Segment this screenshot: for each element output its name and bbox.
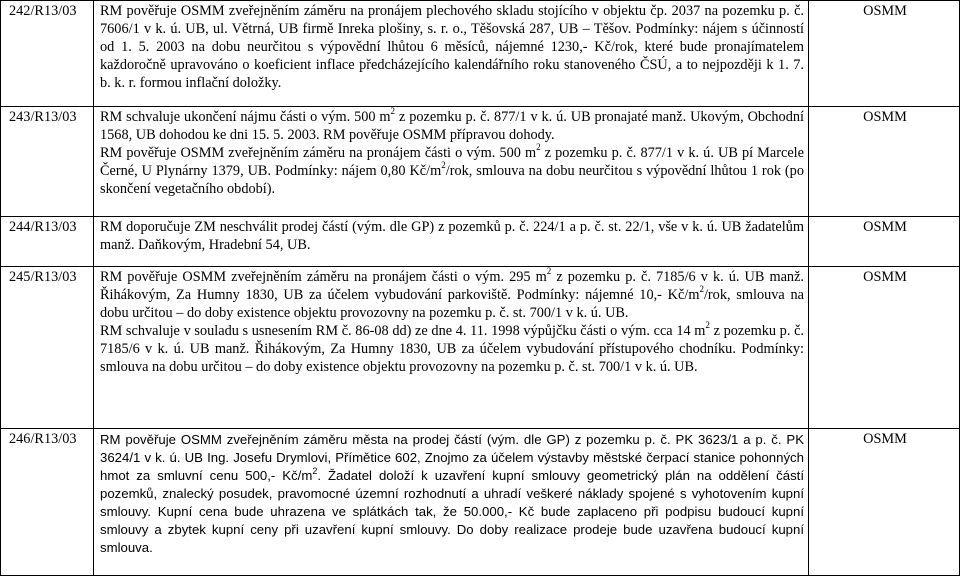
resolution-paragraph: RM pověřuje OSMM zveřejněním záměru na pronájem části o vým. 500 $m^2$ z pozemku p. č. 877/1 v k. ú. UB pí Marcele Černé, U Plynárny 1379, UB. Podmínky: nájem 0,80 $Kč/m^2$/rok, smlouva na dobu neurčitou s výpovědní lhůtou 1 rok (po skončení vegetačního období).	[100, 142, 804, 197]
resolution-number: 246/R13/03	[1, 429, 94, 576]
resolution-paragraph: RM pověřuje OSMM zveřejněním záměru města na prodej částí (vým. dle GP) z pozemku p. č. PK 3623/1 a p. č. PK 3624/1 v k. ú. UB Ing. Josefu Drymlovi, Přímětice 602, Znojmo za účelem výstavby městské čerpací stanice pohonných hmot za smluvní cenu 500,- $Kč/m^2$. Žadatel doloží k uzavření kupní smlouvy geometrický plán na oddělení částí pozemků, znalecký posudek, pravomocné územní rozhodnutí a uhradí veškeré náklady spojené s vyhotovením kupní smlouvy. Kupní cena bude uhrazena ve splátkách tak, že 50.000,- Kč bude zaplaceno při podpisu budoucí kupní smlouvy a zbytek kupní ceny při uzavření kupní smlouvy. Do doby realizace prodeje bude uzavřena budoucí kupní smlouva.	[100, 432, 804, 555]
resolution-text: RM doporučuje ZM neschválit prodej částí (vým. dle GP) z pozemků p. č. 224/1 a p. č. st. 22/1, vše v k. ú. UB žadatelům manž. Daňkovým, Hradební 54, UB.	[94, 217, 809, 267]
resolution-text	[94, 107, 809, 217]
table-row	[1, 107, 960, 217]
table-row	[1, 1, 960, 107]
resolution-number: 242/R13/03	[1, 1, 94, 107]
table-row	[1, 429, 960, 576]
resolution-text	[94, 1, 809, 107]
responsible-department: OSMM	[809, 217, 960, 267]
resolution-paragraph: RM schvaluje v souladu s usnesením RM č. 86-08 dd) ze dne 4. 11. 1998 výpůjčku části o vým. cca 14 $m^2$ z pozemku p. č. 7185/6 v k. ú. UB manž. Řihákovým, Za Humny 1830, UB za účelem vybudování přístupového chodníku. Podmínky: smlouva na dobu určitou – do doby existence objektu provozovny na pozemku p. č. st. 700/1 v k. ú. UB.	[100, 319, 804, 375]
responsible-department: OSMM	[809, 107, 960, 217]
responsible-department: OSMM	[809, 429, 960, 576]
responsible-department: OSMM	[809, 267, 960, 429]
resolution-text	[94, 267, 809, 429]
resolution-paragraph: RM schvaluje ukončení nájmu části o vým. 500 $m^2$ z pozemku p. č. 877/1 v k. ú. UB pronajaté manž. Ukovým, Obchodní 1568, UB dohodou ke dni 15. 5. 2003. RM pověřuje OSMM přípravou dohody.	[100, 106, 804, 143]
responsible-department: OSMM	[809, 1, 960, 107]
resolution-paragraph: RM pověřuje OSMM zveřejněním záměru na pronájem části o vým. 295 $m^2$ z pozemku p. č. 7185/6 v k. ú. UB manž. Řihákovým, Za Humny 1830, UB za účelem vybudování parkoviště. Podmínky: nájemné 10,- $Kč/m^2$/rok, smlouva na dobu určitou – do doby existence objektu provozovny na pozemku p. č. st. 700/1 v k. ú. UB.	[100, 266, 804, 321]
resolution-number: 245/R13/03	[1, 267, 94, 429]
table-row	[1, 217, 960, 267]
resolution-number: 243/R13/03	[1, 107, 94, 217]
resolution-paragraph: RM pověřuje OSMM zveřejněním záměru na pronájem plechového skladu stojícího v objektu čp. 2037 na pozemku p. č. 7606/1 v k. ú. UB, ul. Větrná, UB firmě Inreka plošiny, s. r. o., Těšovská 287, UB – Těšov. Podmínky: nájem s účinností od 1. 5. 2003 na dobu neurčitou s výpovědní lhůtou 6 měsíců, nájemné 1230,- Kč/rok, které bude pronajímatelem každoročně upravováno o koeficient inflace předcházejícího kalendářního roku stanoveného ČSÚ, a to nejpozději k 1. 7. b. k. r. formou inflační doložky.	[100, 3, 804, 91]
table-row	[1, 267, 960, 429]
resolution-number: 244/R13/03	[1, 217, 94, 267]
resolution-text	[94, 429, 809, 576]
